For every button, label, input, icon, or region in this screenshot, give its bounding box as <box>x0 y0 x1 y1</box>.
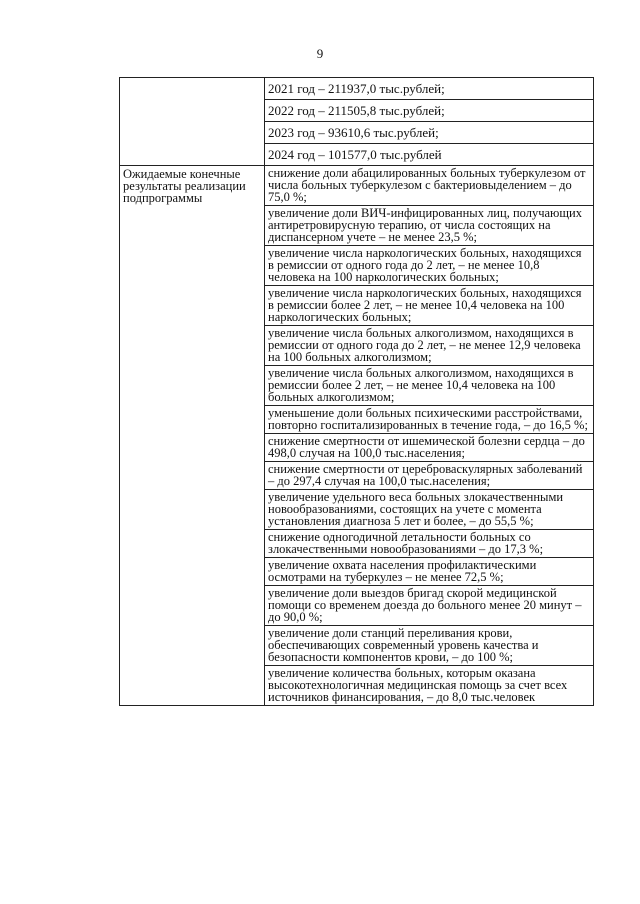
result-item: снижение доли абацилированных больных туберкулезом от числа больных туберкулезом с бактериовыделением – до 75,0 %; <box>265 166 593 206</box>
results-cell <box>265 166 594 706</box>
funding-label-cell <box>120 78 265 166</box>
results-row <box>120 166 594 706</box>
result-item: уменьшение доли больных психическими расстройствами, повторно госпитализированных в течение года, – до 16,5 %; <box>265 406 593 434</box>
funding-row <box>120 78 594 166</box>
result-item: увеличение числа наркологических больных, находящихся в ремиссии более 2 лет, – не менее 10,4 человека на 100 наркологических больных; <box>265 286 593 326</box>
funding-line: 2023 год – 93610,6 тыс.рублей; <box>265 122 593 144</box>
result-item: увеличение числа наркологических больных, находящихся в ремиссии от одного года до 2 лет, – не менее 10,8 человека на 100 наркологических больных; <box>265 246 593 286</box>
result-item: увеличение доли ВИЧ-инфицированных лиц, получающих антиретровирусную терапию, от числа состоящих на диспансерном учете – не менее 23,5 %; <box>265 206 593 246</box>
result-item: увеличение числа больных алкоголизмом, находящихся в ремиссии от одного года до 2 лет, – не менее 12,9 человека на 100 больных алкоголизмом; <box>265 326 593 366</box>
result-item: увеличение охвата населения профилактическими осмотрами на туберкулез – не менее 72,5 %; <box>265 558 593 586</box>
result-item: увеличение доли станций переливания крови, обеспечивающих современный уровень качества и безопасности компонентов крови, – до 100 %; <box>265 626 593 666</box>
result-item: увеличение доли выездов бригад скорой медицинской помощи со временем доезда до больного менее 20 минут – до 90,0 %; <box>265 586 593 626</box>
page-number: 9 <box>316 46 324 61</box>
funding-line: 2024 год – 101577,0 тыс.рублей <box>268 147 442 162</box>
passport-table <box>119 77 594 706</box>
result-item: снижение одногодичной летальности больных со злокачественными новообразованиями – до 17,3 %; <box>265 530 593 558</box>
result-item: снижение смертности от цереброваскулярных заболеваний – до 297,4 случая на 100,0 тыс.населения; <box>265 462 593 490</box>
result-item: снижение смертности от ишемической болезни сердца – до 498,0 случая на 100,0 тыс.населения; <box>265 434 593 462</box>
funding-cell <box>265 78 594 166</box>
results-label: Ожидаемые конечные результаты реализации подпрограммы <box>120 166 265 706</box>
result-item: увеличение количества больных, которым оказана высокотехнологичная медицинская помощь за счет всех источников финансирования, – до 8,0 тыс.человек <box>268 666 568 704</box>
result-item: увеличение числа больных алкоголизмом, находящихся в ремиссии более 2 лет, – не менее 10,4 человека на 100 больных алкоголизмом; <box>265 366 593 406</box>
result-item: увеличение удельного веса больных злокачественными новообразованиями, состоящих на учете с момента установления диагноза 5 лет и более, – до 55,5 %; <box>265 490 593 530</box>
funding-line: 2021 год – 211937,0 тыс.рублей; <box>265 78 593 100</box>
funding-line: 2022 год – 211505,8 тыс.рублей; <box>265 100 593 122</box>
